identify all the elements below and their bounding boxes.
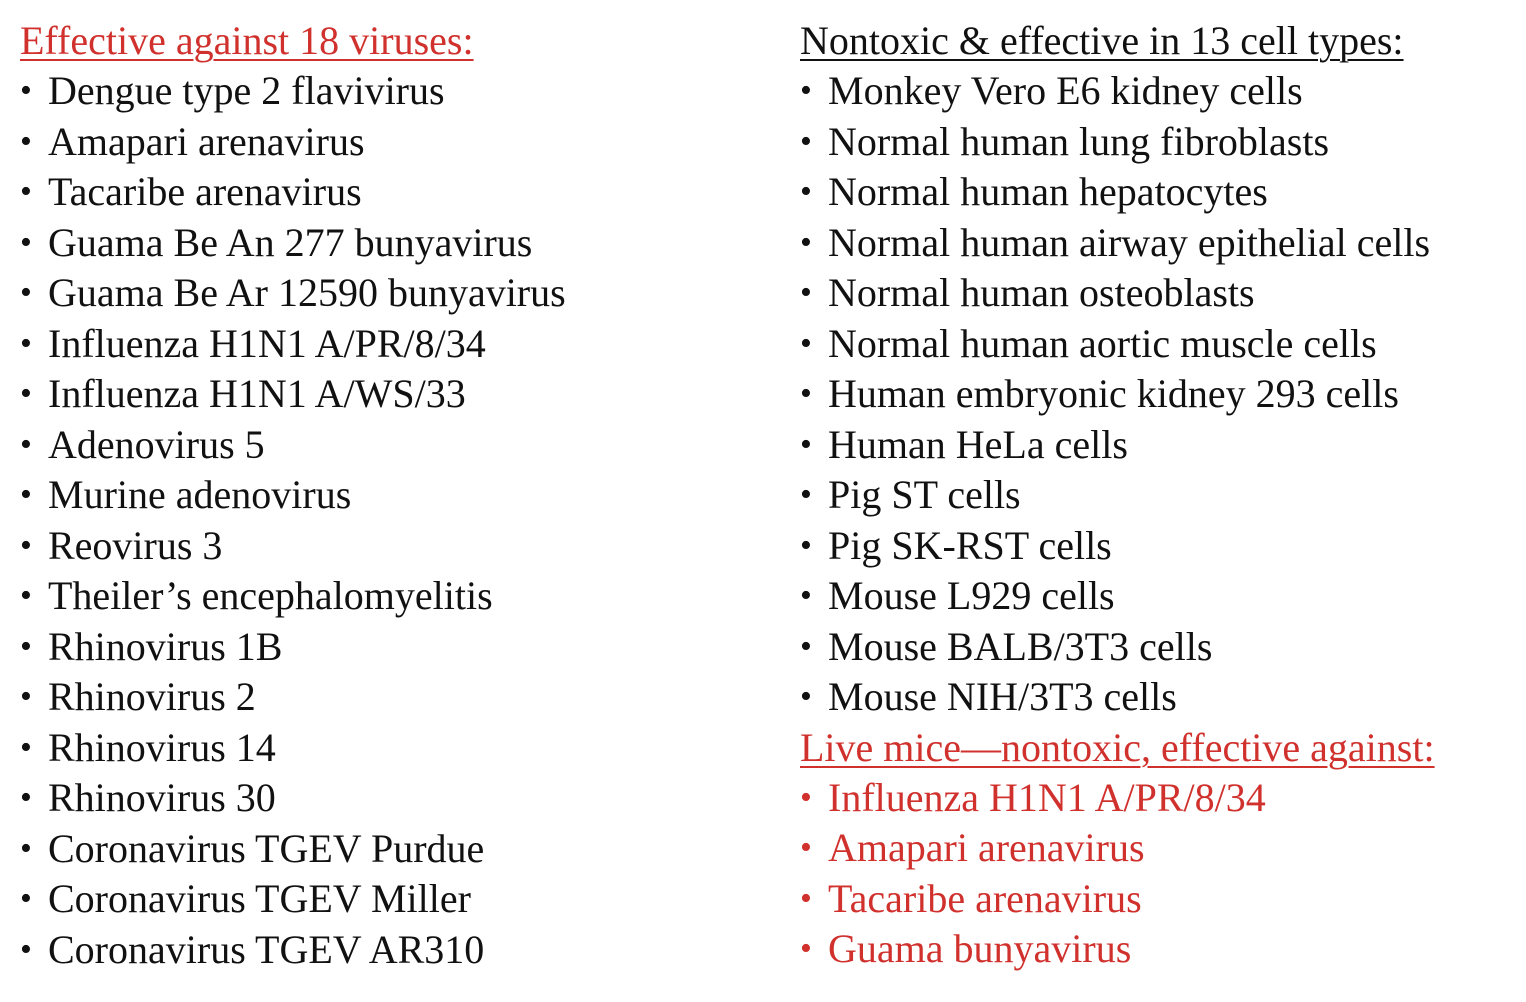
- list-item: • Rhinovirus 1B: [20, 622, 740, 673]
- cell-types-column: [800, 16, 1520, 975]
- live-mice-heading: Live mice—nontoxic, effective against:: [800, 724, 1435, 770]
- list-item: • Normal human lung fibroblasts: [800, 117, 1520, 168]
- list-item: • Tacaribe arenavirus: [20, 167, 740, 218]
- list-item: • Reovirus 3: [20, 521, 740, 572]
- list-item: • Influenza H1N1 A/PR/8/34: [800, 773, 1520, 824]
- list-item: • Rhinovirus 2: [20, 672, 740, 723]
- viruses-list: [20, 66, 740, 975]
- list-item: • Influenza H1N1 A/WS/33: [20, 369, 740, 420]
- list-item: • Amapari arenavirus: [20, 117, 740, 168]
- list-item: • Guama bunyavirus: [800, 924, 1520, 975]
- list-item: • Mouse L929 cells: [800, 571, 1520, 622]
- list-item: • Coronavirus TGEV Purdue: [20, 824, 740, 875]
- list-item: • Influenza H1N1 A/PR/8/34: [20, 319, 740, 370]
- list-item: • Mouse NIH/3T3 cells: [800, 672, 1520, 723]
- list-item: • Coronavirus TGEV AR310: [20, 925, 740, 976]
- list-item: • Guama Be An 277 bunyavirus: [20, 218, 740, 269]
- viruses-column: [20, 16, 740, 975]
- list-item: • Rhinovirus 30: [20, 773, 740, 824]
- viruses-heading: Effective against 18 viruses:: [20, 18, 474, 63]
- list-item: • Adenovirus 5: [20, 420, 740, 471]
- list-item: • Monkey Vero E6 kidney cells: [800, 66, 1520, 117]
- list-item: • Normal human hepatocytes: [800, 167, 1520, 218]
- list-item: • Pig ST cells: [800, 470, 1520, 521]
- list-item: • Mouse BALB/3T3 cells: [800, 622, 1520, 673]
- list-item: • Rhinovirus 14: [20, 723, 740, 774]
- list-item: • Pig SK-RST cells: [800, 521, 1520, 572]
- list-item: • Normal human airway epithelial cells: [800, 218, 1520, 269]
- list-item: • Dengue type 2 flavivirus: [20, 66, 740, 117]
- list-item: • Normal human aortic muscle cells: [800, 319, 1520, 370]
- list-item: • Human embryonic kidney 293 cells: [800, 369, 1520, 420]
- list-item: • Coronavirus TGEV Miller: [20, 874, 740, 925]
- list-item: • Murine adenovirus: [20, 470, 740, 521]
- cell-types-list: [800, 66, 1520, 723]
- list-item: • Normal human osteoblasts: [800, 268, 1520, 319]
- list-item: • Human HeLa cells: [800, 420, 1520, 471]
- list-item: • Guama Be Ar 12590 bunyavirus: [20, 268, 740, 319]
- list-item: • Amapari arenavirus: [800, 823, 1520, 874]
- list-item: • Tacaribe arenavirus: [800, 874, 1520, 925]
- cell-types-heading: Nontoxic & effective in 13 cell types:: [800, 18, 1404, 63]
- live-mice-list: [800, 773, 1520, 975]
- list-item: • Theiler’s encephalomyelitis: [20, 571, 740, 622]
